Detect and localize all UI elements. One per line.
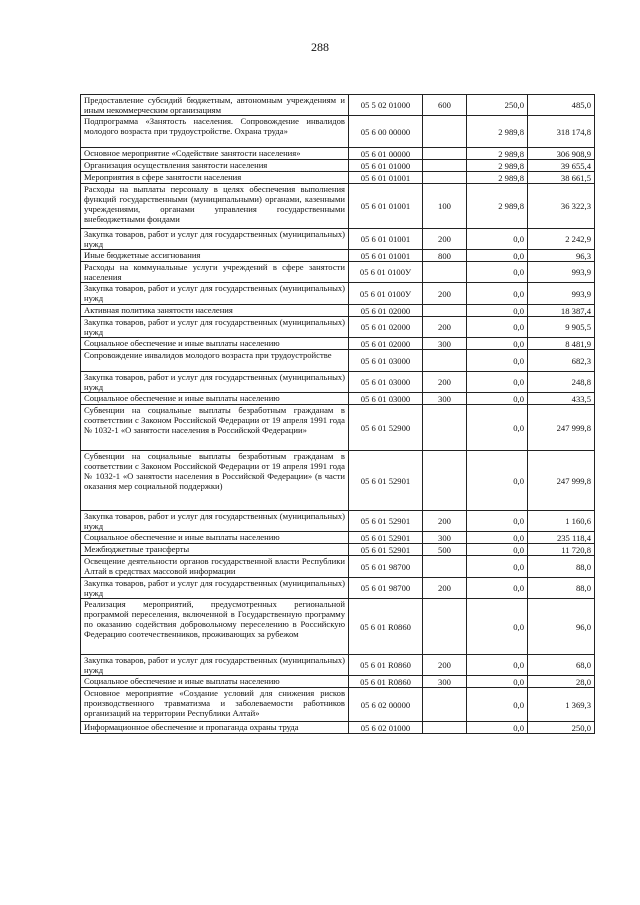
row-value-1: 2 989,8 bbox=[467, 160, 528, 172]
row-name: Организация осуществления занятости населения bbox=[81, 160, 349, 172]
row-value-1: 0,0 bbox=[467, 655, 528, 676]
row-name: Закупка товаров, работ и услуг для государственных (муниципальных) нужд bbox=[81, 511, 349, 532]
row-value-2: 682,3 bbox=[528, 350, 595, 372]
row-value-1: 0,0 bbox=[467, 578, 528, 599]
row-value-1: 0,0 bbox=[467, 532, 528, 544]
row-value-2: 318 174,8 bbox=[528, 116, 595, 148]
row-value-1: 0,0 bbox=[467, 305, 528, 317]
row-value-2: 96,3 bbox=[528, 250, 595, 262]
table-row bbox=[81, 262, 595, 283]
table-row bbox=[81, 405, 595, 451]
row-value-1: 0,0 bbox=[467, 229, 528, 250]
table-row bbox=[81, 599, 595, 655]
table-row bbox=[81, 148, 595, 160]
table-row bbox=[81, 338, 595, 350]
row-name: Иные бюджетные ассигнования bbox=[81, 250, 349, 262]
row-vr bbox=[423, 262, 467, 283]
row-value-2: 235 118,4 bbox=[528, 532, 595, 544]
table-row bbox=[81, 722, 595, 734]
row-code: 05 6 01 R0860 bbox=[349, 676, 423, 688]
row-code: 05 6 01 52901 bbox=[349, 532, 423, 544]
row-vr: 200 bbox=[423, 655, 467, 676]
row-value-1: 0,0 bbox=[467, 451, 528, 511]
row-code: 05 6 01 00000 bbox=[349, 148, 423, 160]
row-value-2: 247 999,8 bbox=[528, 405, 595, 451]
row-vr: 300 bbox=[423, 676, 467, 688]
row-vr bbox=[423, 405, 467, 451]
row-name: Закупка товаров, работ и услуг для государственных (муниципальных) нужд bbox=[81, 372, 349, 393]
row-vr: 300 bbox=[423, 338, 467, 350]
row-name: Активная политика занятости населения bbox=[81, 305, 349, 317]
row-vr bbox=[423, 599, 467, 655]
row-vr: 200 bbox=[423, 372, 467, 393]
row-code: 05 6 01 01000 bbox=[349, 160, 423, 172]
row-value-1: 2 989,8 bbox=[467, 184, 528, 229]
row-vr: 500 bbox=[423, 544, 467, 556]
row-code: 05 6 01 02000 bbox=[349, 305, 423, 317]
row-vr bbox=[423, 350, 467, 372]
row-value-1: 0,0 bbox=[467, 338, 528, 350]
table-row bbox=[81, 688, 595, 722]
table-row bbox=[81, 184, 595, 229]
row-vr: 100 bbox=[423, 184, 467, 229]
row-vr bbox=[423, 556, 467, 578]
row-vr: 200 bbox=[423, 511, 467, 532]
table-row bbox=[81, 172, 595, 184]
row-value-2: 433,5 bbox=[528, 393, 595, 405]
row-code: 05 6 01 52901 bbox=[349, 544, 423, 556]
row-value-2: 28,0 bbox=[528, 676, 595, 688]
table-row bbox=[81, 451, 595, 511]
row-name: Социальное обеспечение и иные выплаты населению bbox=[81, 338, 349, 350]
row-value-1: 0,0 bbox=[467, 283, 528, 305]
table-row bbox=[81, 283, 595, 305]
row-code: 05 6 01 03000 bbox=[349, 393, 423, 405]
row-code: 05 6 01 03000 bbox=[349, 350, 423, 372]
budget-table bbox=[80, 94, 595, 734]
row-value-1: 250,0 bbox=[467, 95, 528, 116]
row-code: 05 6 00 00000 bbox=[349, 116, 423, 148]
row-vr bbox=[423, 172, 467, 184]
row-code: 05 5 02 01000 bbox=[349, 95, 423, 116]
row-value-1: 0,0 bbox=[467, 250, 528, 262]
row-value-2: 88,0 bbox=[528, 556, 595, 578]
row-value-2: 96,0 bbox=[528, 599, 595, 655]
row-code: 05 6 01 98700 bbox=[349, 556, 423, 578]
row-value-2: 993,9 bbox=[528, 262, 595, 283]
row-value-2: 39 655,4 bbox=[528, 160, 595, 172]
row-name: Основное мероприятие «Содействие занятости населения» bbox=[81, 148, 349, 160]
table-row bbox=[81, 578, 595, 599]
row-code: 05 6 01 R0860 bbox=[349, 599, 423, 655]
row-value-1: 0,0 bbox=[467, 393, 528, 405]
row-vr: 200 bbox=[423, 283, 467, 305]
row-value-1: 0,0 bbox=[467, 688, 528, 722]
table-row bbox=[81, 160, 595, 172]
table-row bbox=[81, 116, 595, 148]
row-name: Предоставление субсидий бюджетным, автономным учреждениям и иным некоммерческим организациям bbox=[81, 95, 349, 116]
table-row bbox=[81, 305, 595, 317]
table-row bbox=[81, 676, 595, 688]
table-row bbox=[81, 655, 595, 676]
row-name: Освещение деятельности органов государственной власти Республики Алтай в средствах массовой информации bbox=[81, 556, 349, 578]
row-vr: 600 bbox=[423, 95, 467, 116]
row-code: 05 6 01 0100У bbox=[349, 283, 423, 305]
row-name: Закупка товаров, работ и услуг для государственных (муниципальных) нужд bbox=[81, 229, 349, 250]
row-code: 05 6 01 01001 bbox=[349, 250, 423, 262]
row-value-1: 0,0 bbox=[467, 599, 528, 655]
row-value-2: 248,8 bbox=[528, 372, 595, 393]
row-name: Социальное обеспечение и иные выплаты населению bbox=[81, 676, 349, 688]
row-value-1: 0,0 bbox=[467, 405, 528, 451]
row-code: 05 6 01 01001 bbox=[349, 229, 423, 250]
table-row bbox=[81, 532, 595, 544]
row-code: 05 6 01 03000 bbox=[349, 372, 423, 393]
row-code: 05 6 01 R0860 bbox=[349, 655, 423, 676]
row-value-2: 8 481,9 bbox=[528, 338, 595, 350]
row-vr bbox=[423, 451, 467, 511]
row-name: Закупка товаров, работ и услуг для государственных (муниципальных) нужд bbox=[81, 317, 349, 338]
row-name: Субвенции на социальные выплаты безработным гражданам в соответствии с Законом Российской Федерации от 19 апреля 1991 года № 1032-1 «О занятости населения в Российской Федерации» bbox=[81, 405, 349, 451]
row-name: Расходы на выплаты персоналу в целях обеспечения выполнения функций государственными (муниципальными) органами, казенными учреждениями, органами управления государственными внебюджетными фондами bbox=[81, 184, 349, 229]
row-name: Основное мероприятие «Создание условий для снижения рисков производственного травматизма и заболеваемости работников организаций на территории Республики Алтай» bbox=[81, 688, 349, 722]
row-value-2: 1 369,3 bbox=[528, 688, 595, 722]
row-value-1: 2 989,8 bbox=[467, 116, 528, 148]
row-name: Межбюджетные трансферты bbox=[81, 544, 349, 556]
row-code: 05 6 01 0100У bbox=[349, 262, 423, 283]
row-name: Закупка товаров, работ и услуг для государственных (муниципальных) нужд bbox=[81, 283, 349, 305]
row-vr: 300 bbox=[423, 532, 467, 544]
row-code: 05 6 02 01000 bbox=[349, 722, 423, 734]
row-value-2: 18 387,4 bbox=[528, 305, 595, 317]
row-value-2: 9 905,5 bbox=[528, 317, 595, 338]
row-code: 05 6 01 98700 bbox=[349, 578, 423, 599]
row-name: Реализация мероприятий, предусмотренных региональной программой переселения, включенной в Государственную программу по оказанию содействия добровольному переселению в Российскую Федерацию соотечественников, проживающих за рубежом bbox=[81, 599, 349, 655]
row-vr bbox=[423, 160, 467, 172]
row-value-1: 0,0 bbox=[467, 556, 528, 578]
row-name: Закупка товаров, работ и услуг для государственных (муниципальных) нужд bbox=[81, 578, 349, 599]
table-row bbox=[81, 556, 595, 578]
row-vr: 800 bbox=[423, 250, 467, 262]
row-value-1: 0,0 bbox=[467, 544, 528, 556]
row-value-2: 993,9 bbox=[528, 283, 595, 305]
row-name: Субвенции на социальные выплаты безработным гражданам в соответствии с Законом Российской Федерации от 19 апреля 1991 года № 1032-1 «О занятости населения в Российской Федерации» (в части оказания мер социальной поддержки) bbox=[81, 451, 349, 511]
row-value-1: 0,0 bbox=[467, 372, 528, 393]
row-name: Социальное обеспечение и иные выплаты населению bbox=[81, 393, 349, 405]
row-code: 05 6 01 52901 bbox=[349, 451, 423, 511]
row-name: Информационное обеспечение и пропаганда охраны труда bbox=[81, 722, 349, 734]
row-vr bbox=[423, 305, 467, 317]
table-row bbox=[81, 229, 595, 250]
row-value-2: 2 242,9 bbox=[528, 229, 595, 250]
row-name: Социальное обеспечение и иные выплаты населению bbox=[81, 532, 349, 544]
table-row bbox=[81, 250, 595, 262]
row-value-1: 0,0 bbox=[467, 350, 528, 372]
row-value-1: 0,0 bbox=[467, 317, 528, 338]
row-value-1: 0,0 bbox=[467, 262, 528, 283]
row-code: 05 6 02 00000 bbox=[349, 688, 423, 722]
row-name: Расходы на коммунальные услуги учреждений в сфере занятости населения bbox=[81, 262, 349, 283]
table-row bbox=[81, 393, 595, 405]
row-name: Подпрограмма «Занятость населения. Сопровождение инвалидов молодого возраста при трудоустройстве. Охрана труда» bbox=[81, 116, 349, 148]
row-vr bbox=[423, 116, 467, 148]
row-code: 05 6 01 01001 bbox=[349, 172, 423, 184]
row-vr: 300 bbox=[423, 393, 467, 405]
row-value-2: 1 160,6 bbox=[528, 511, 595, 532]
table-row bbox=[81, 350, 595, 372]
row-value-1: 0,0 bbox=[467, 722, 528, 734]
row-vr: 200 bbox=[423, 578, 467, 599]
table-row bbox=[81, 544, 595, 556]
row-value-1: 0,0 bbox=[467, 676, 528, 688]
row-value-2: 68,0 bbox=[528, 655, 595, 676]
row-vr: 200 bbox=[423, 229, 467, 250]
row-value-2: 38 661,5 bbox=[528, 172, 595, 184]
table-row bbox=[81, 372, 595, 393]
row-code: 05 6 01 52901 bbox=[349, 511, 423, 532]
row-vr: 200 bbox=[423, 317, 467, 338]
row-value-2: 485,0 bbox=[528, 95, 595, 116]
table-row bbox=[81, 511, 595, 532]
row-value-2: 247 999,8 bbox=[528, 451, 595, 511]
row-value-1: 2 989,8 bbox=[467, 172, 528, 184]
row-value-2: 250,0 bbox=[528, 722, 595, 734]
row-vr bbox=[423, 722, 467, 734]
row-code: 05 6 01 02000 bbox=[349, 338, 423, 350]
row-value-1: 2 989,8 bbox=[467, 148, 528, 160]
row-code: 05 6 01 01001 bbox=[349, 184, 423, 229]
row-value-2: 11 720,8 bbox=[528, 544, 595, 556]
row-code: 05 6 01 02000 bbox=[349, 317, 423, 338]
row-value-2: 306 908,9 bbox=[528, 148, 595, 160]
row-name: Мероприятия в сфере занятости населения bbox=[81, 172, 349, 184]
table-row bbox=[81, 95, 595, 116]
row-value-1: 0,0 bbox=[467, 511, 528, 532]
row-value-2: 88,0 bbox=[528, 578, 595, 599]
row-vr bbox=[423, 148, 467, 160]
row-name: Закупка товаров, работ и услуг для государственных (муниципальных) нужд bbox=[81, 655, 349, 676]
row-value-2: 36 322,3 bbox=[528, 184, 595, 229]
row-name: Сопровождение инвалидов молодого возраста при трудоустройстве bbox=[81, 350, 349, 372]
row-code: 05 6 01 52900 bbox=[349, 405, 423, 451]
page-number: 288 bbox=[311, 40, 329, 54]
row-vr bbox=[423, 688, 467, 722]
table-row bbox=[81, 317, 595, 338]
